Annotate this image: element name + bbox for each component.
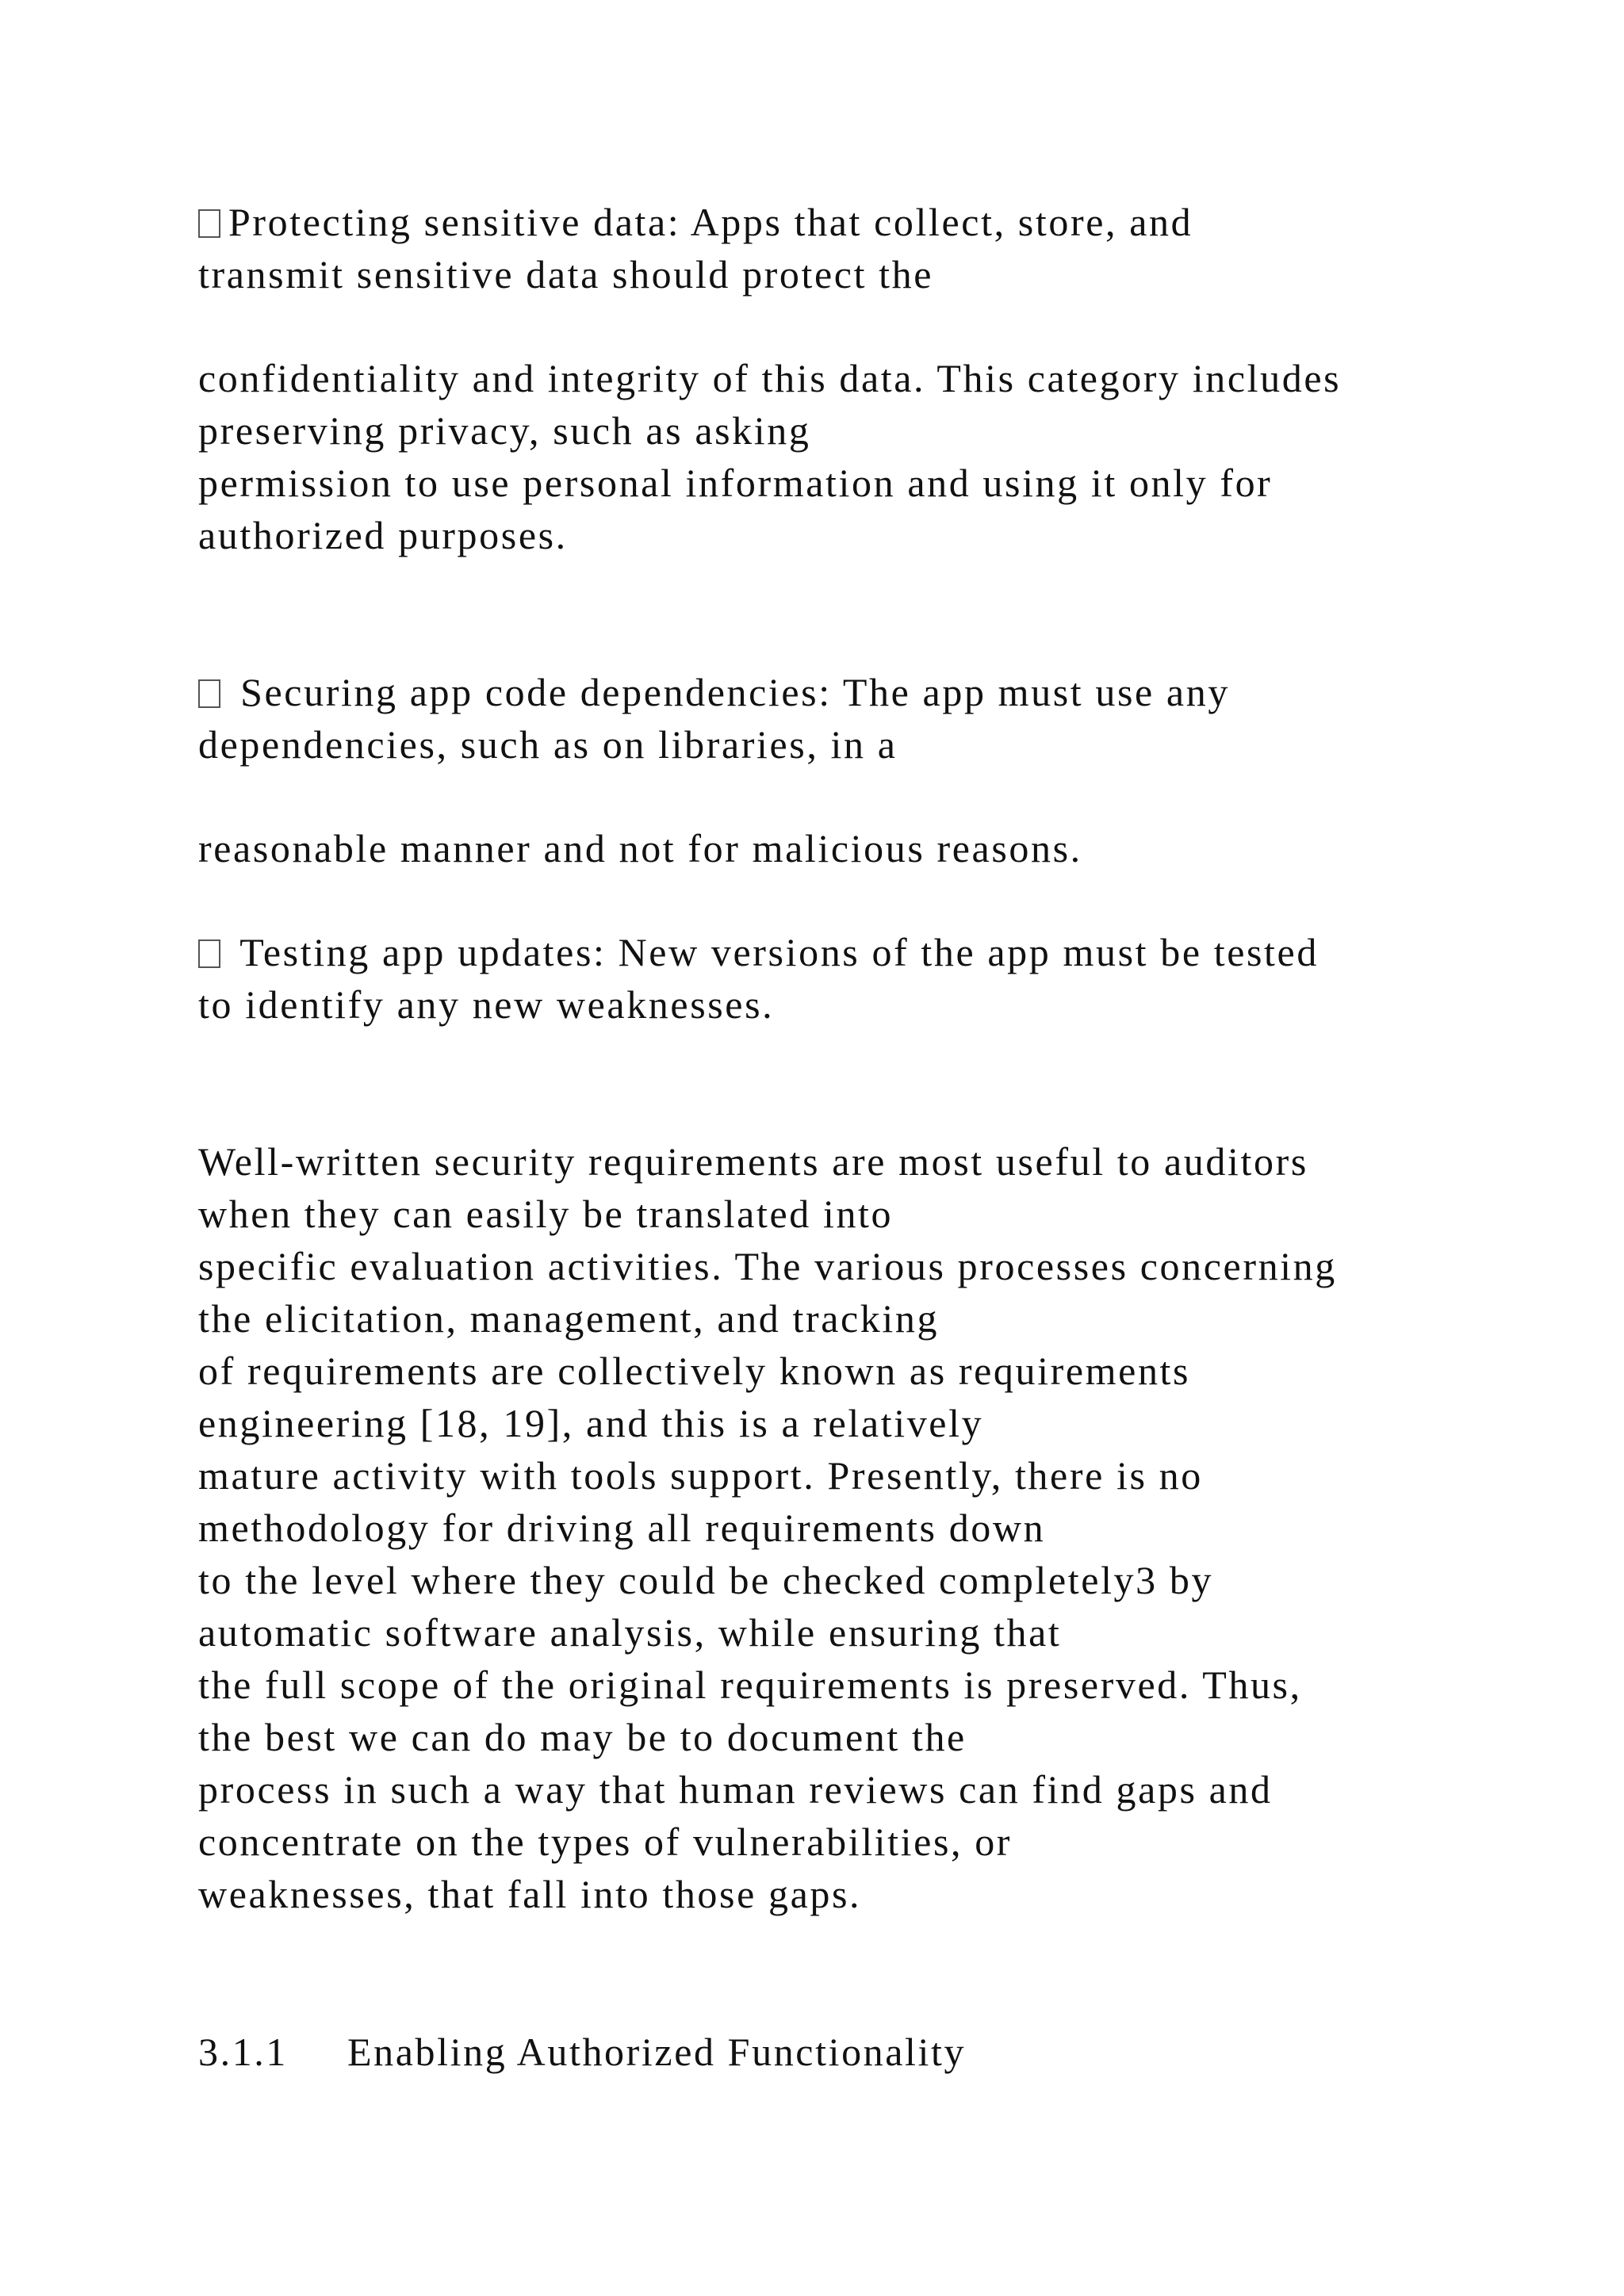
text-line: transmit sensitive data should protect the	[198, 252, 934, 297]
text-line: mature activity with tools support. Presently, there is no	[198, 1453, 1203, 1498]
text-line: weaknesses, that fall into those gaps.	[198, 1872, 862, 1916]
text-line: to identify any new weaknesses.	[198, 982, 775, 1027]
text-line: automatic software analysis, while ensuring that	[198, 1610, 1062, 1655]
bullet-text: Protecting sensitive data: Apps that collect, store, and	[228, 200, 1193, 244]
text-line: methodology for driving all requirements down	[198, 1506, 1046, 1550]
text-line: the full scope of the original requirements is preserved. Thus,	[198, 1663, 1302, 1707]
text-line: permission to use personal information and using it only for	[198, 461, 1273, 505]
missing-glyph-icon	[198, 679, 220, 708]
text-line: process in such a way that human reviews can find gaps and	[198, 1767, 1273, 1812]
text-line: preserving privacy, such as asking	[198, 408, 811, 453]
section-number: 3.1.1	[198, 2030, 288, 2074]
section-title: Enabling Authorized Functionality	[347, 2030, 967, 2074]
text-line: concentrate on the types of vulnerabilities, or	[198, 1820, 1013, 1864]
bullet-text: Testing app updates: New versions of the app must be tested	[228, 930, 1319, 974]
text-line: of requirements are collectively known as requirements	[198, 1349, 1191, 1393]
text-line: dependencies, such as on libraries, in a	[198, 722, 898, 767]
text-line: confidentiality and integrity of this data. This category includes	[198, 356, 1342, 400]
missing-glyph-icon	[198, 939, 220, 968]
text-line: Well-written security requirements are most useful to auditors	[198, 1139, 1308, 1184]
text-line: the best we can do may be to document the	[198, 1715, 967, 1759]
bullet-line	[198, 668, 1230, 716]
section-heading	[198, 2028, 966, 2076]
text-line: to the level where they could be checked completely3 by	[198, 1558, 1214, 1602]
text-line: authorized purposes.	[198, 513, 568, 557]
text-line: the elicitation, management, and tracking	[198, 1296, 940, 1341]
text-line: specific evaluation activities. The various processes concerning	[198, 1244, 1337, 1288]
text-line: reasonable manner and not for malicious reasons.	[198, 826, 1082, 871]
bullet-line	[198, 928, 1319, 976]
bullet-text: Securing app code dependencies: The app must use any	[228, 670, 1230, 714]
bullet-line	[198, 198, 1193, 246]
missing-glyph-icon	[198, 209, 220, 238]
text-line: when they can easily be translated into	[198, 1192, 894, 1236]
text-line: engineering [18, 19], and this is a relatively	[198, 1401, 984, 1445]
